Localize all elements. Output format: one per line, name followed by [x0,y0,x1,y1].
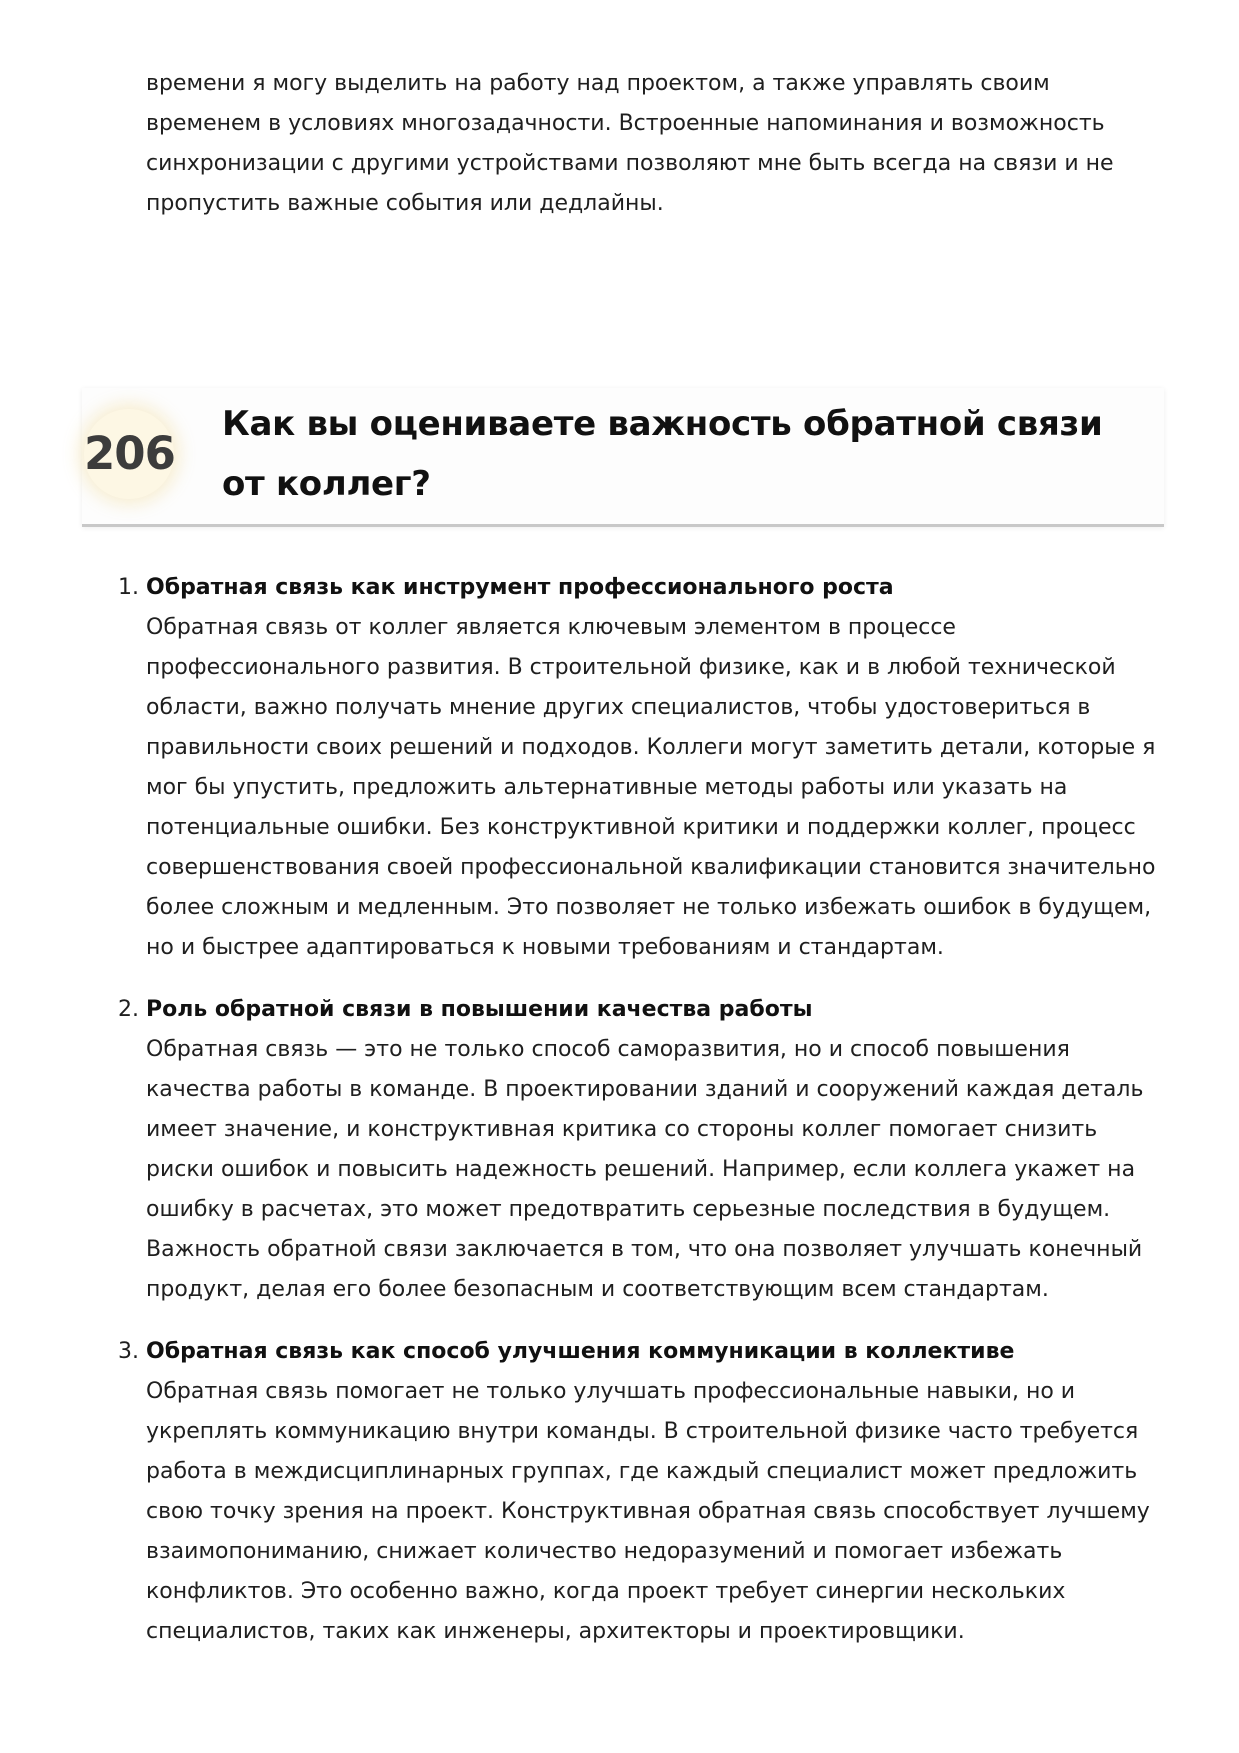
answer-text: Обратная связь — это не только способ саморазвития, но и способ повышения качества работы в команде. В проектировании зданий и сооружений каждая деталь имеет значение, и конструктивная критика со стороны коллег помогает снизить риски ошибок и повысить надежность решений. Например, если коллега укажет на ошибку в расчетах, это может предотвратить серьезные последствия в будущем. Важность обратной связи заключается в том, что она позволяет улучшать конечный продукт, делая его более безопасным и соответствующим всем стандартам. [146,1037,1144,1302]
answer-item [118,568,1166,968]
question-number-badge: 206 [84,409,174,499]
question-header [82,388,1164,527]
answer-title: Роль обратной связи в повышении качества работы [146,997,813,1022]
answer-title: Обратная связь как инструмент профессионального роста [146,575,894,600]
answer-text: Обратная связь от коллег является ключевым элементом в процессе профессионального развития. В строительной физике, как и в любой технической области, важно получать мнение других специалистов, чтобы удостовериться в правильности своих решений и подходов. Коллеги могут заметить детали, которые я мог бы упустить, предложить альтернативные методы работы или указать на потенциальные ошибки. Без конструктивной критики и поддержки коллег, процесс совершенствования своей профессиональной квалификации становится значительно более сложным и медленным. Это позволяет не только избежать ошибок в будущем, но и быстрее адаптироваться к новыми требованиям и стандартам. [146,615,1156,960]
intro-paragraph: времени я могу выделить на работу над проектом, а также управлять своим временем в условиях многозадачности. Встроенные напоминания и возможность синхронизации с другими устройствами позволяют мне быть всегда на связи и не пропустить важные события или дедлайны. [146,71,1114,216]
answer-number: 3. [118,1339,139,1364]
answer-item [118,990,1166,1310]
answer-list [118,568,1166,1674]
answer-text: Обратная связь помогает не только улучшать профессиональные навыки, но и укреплять коммуникацию внутри команды. В строительной физике часто требуется работа в междисциплинарных группах, где каждый специалист может предложить свою точку зрения на проект. Конструктивная обратная связь способствует лучшему взаимопониманию, снижает количество недоразумений и помогает избежать конфликтов. Это особенно важно, когда проект требует синергии нескольких специалистов, таких как инженеры, архитекторы и проектировщики. [146,1379,1150,1644]
answer-number: 2. [118,997,139,1022]
answer-title: Обратная связь как способ улучшения коммуникации в коллективе [146,1339,1015,1364]
question-title: Как вы оцениваете важность обратной связи от коллег? [222,404,1103,504]
answer-item [118,1332,1166,1652]
answer-number: 1. [118,575,139,600]
